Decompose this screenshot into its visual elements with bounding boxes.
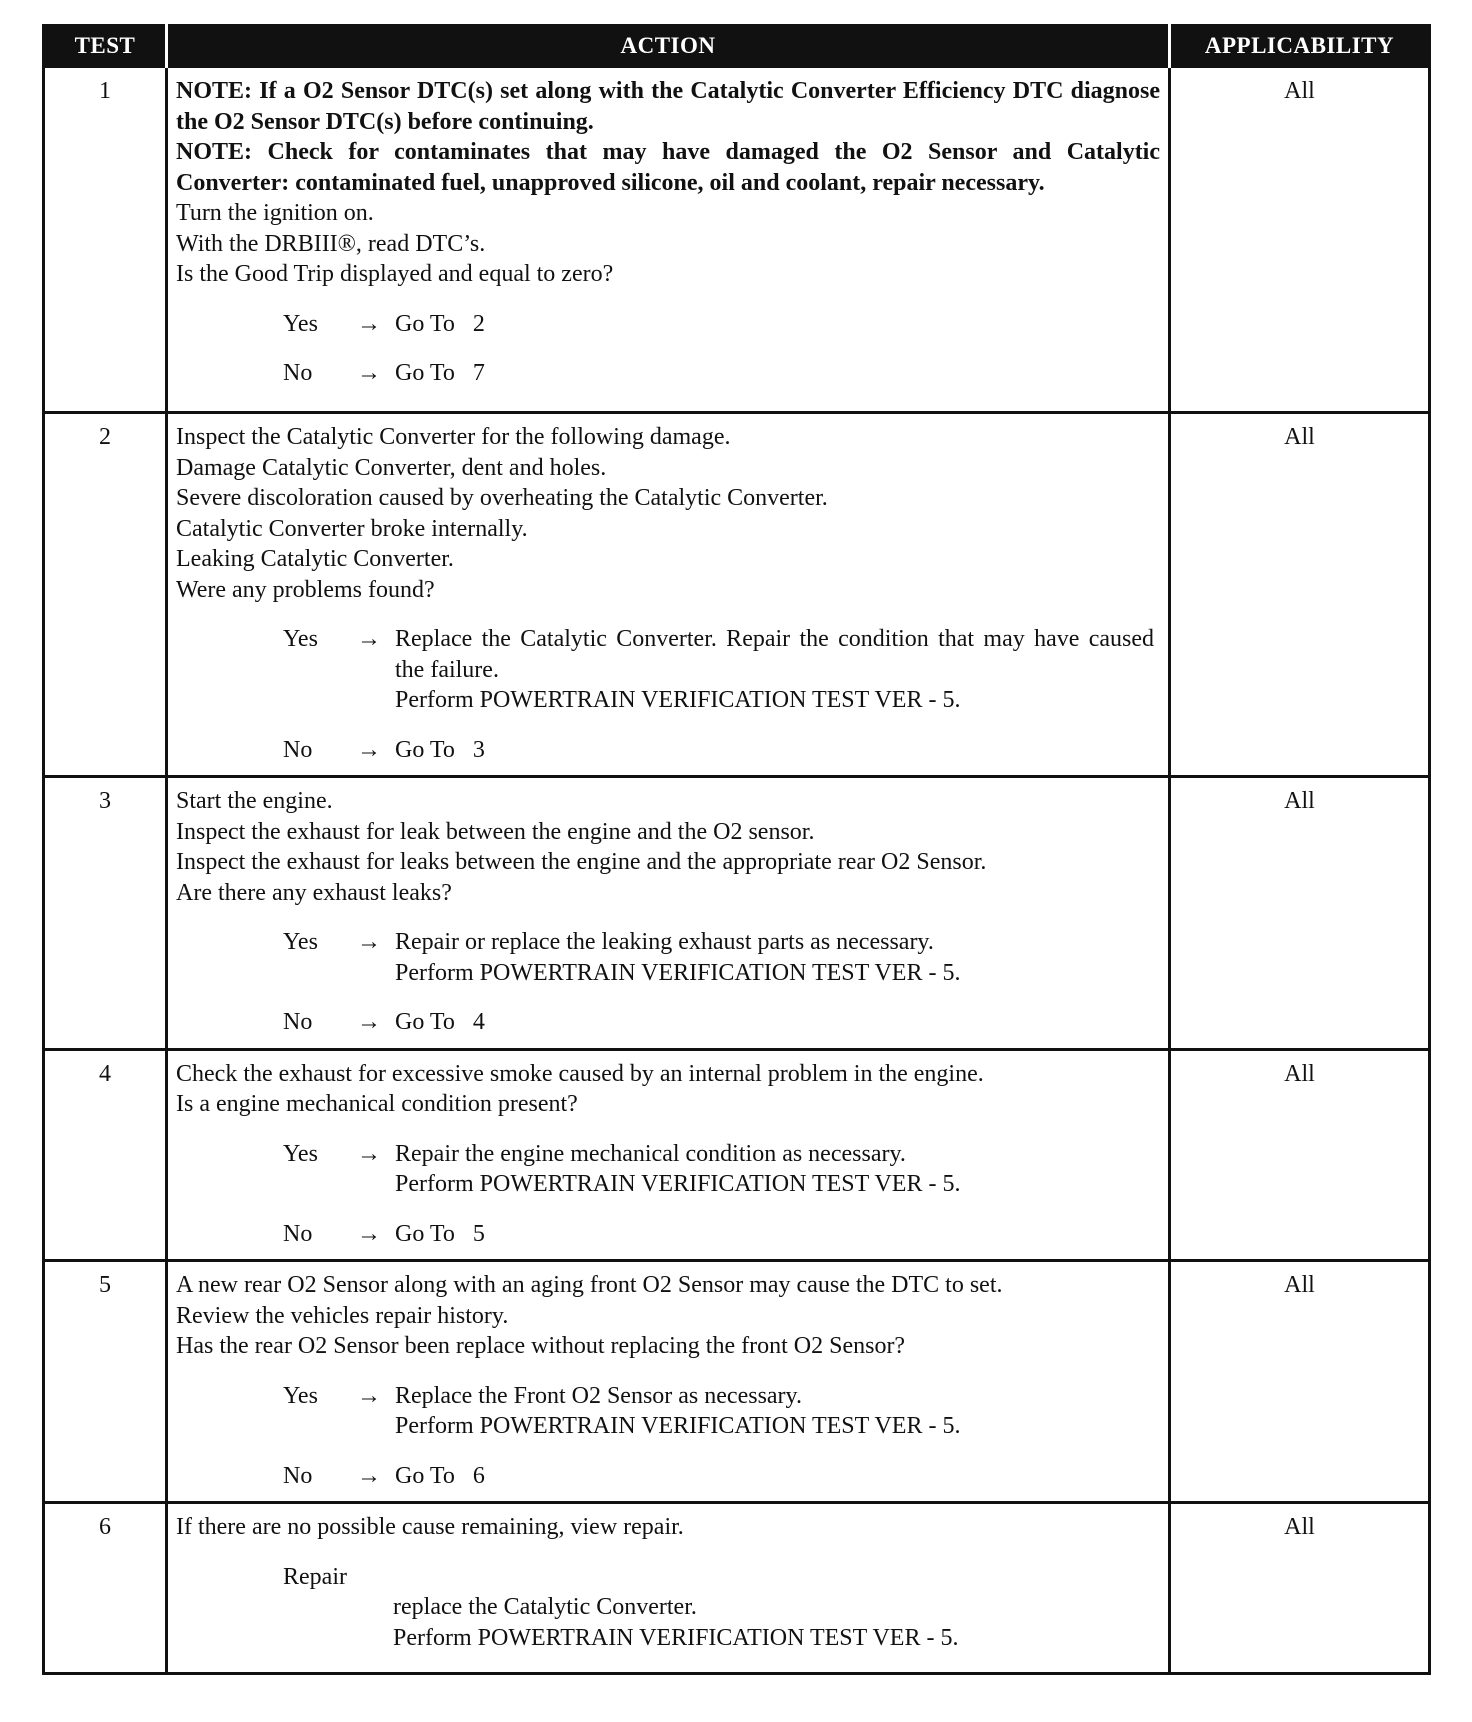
note-text: NOTE: Check for contaminates that may have damaged the O2 Sensor and Catalytic Converter: contaminated fuel, unapproved silicone, oil and coolant, repair necessary. [176,139,1160,196]
step-line: Are there any exhaust leaks? [176,879,452,906]
goto-target: 5 [472,1220,485,1247]
step-line: Review the vehicles repair history. [176,1302,509,1329]
repair-line: replace the Catalytic Converter. [393,1594,697,1620]
step-line: Damage Catalytic Converter, dent and holes. [176,454,607,481]
no-label: No [283,360,313,386]
no-branch [283,358,1160,389]
arrow-right-icon: → [357,1009,381,1035]
no-branch [283,1219,1160,1250]
no-label: No [283,736,313,763]
goto-target: 3 [472,736,485,763]
header-test: TEST [44,26,167,67]
applicability-cell: All [1170,1049,1430,1261]
header-applicability: APPLICABILITY [1170,26,1430,67]
step-line: Turn the ignition on. [176,200,374,226]
repair-label: Repair [283,1563,347,1590]
header-action: ACTION [167,26,1170,67]
action-cell [167,1503,1170,1674]
test-number: 5 [44,1261,167,1503]
goto-target: 4 [472,1009,485,1035]
action-cell [167,1049,1170,1261]
no-label: No [283,1009,313,1035]
branch-text [395,1139,1154,1200]
branch-text [395,1381,1154,1442]
step-line: Inspect the exhaust for leaks between the engine and the appropriate rear O2 Sensor. [176,849,987,875]
no-branch [283,735,1160,766]
arrow-right-icon: → [357,929,381,955]
table-row [44,777,1430,1050]
no-branch [283,1007,1160,1038]
applicability-cell: All [1170,1261,1430,1503]
step-line: Leaking Catalytic Converter. [176,546,454,572]
table-row [44,67,1430,413]
applicability-cell: All [1170,1503,1430,1674]
branch-line: Perform POWERTRAIN VERIFICATION TEST VER - 5. [395,1413,961,1439]
branch-line: Perform POWERTRAIN VERIFICATION TEST VER - 5. [395,959,961,986]
branch-line: Repair or replace the leaking exhaust parts as necessary. [395,929,934,955]
table-row [44,1049,1430,1261]
step-line: Check the exhaust for excessive smoke caused by an internal problem in the engine. [176,1060,984,1087]
note-text: NOTE: If a O2 Sensor DTC(s) set along with the Catalytic Converter Efficiency DTC diagnose the O2 Sensor DTC(s) before continuing. [176,78,1160,135]
goto-target: 7 [472,360,485,386]
arrow-right-icon: → [357,1220,381,1247]
table-header-row [44,26,1430,67]
step-line: With the DRBIII®, read DTC’s. [176,230,486,257]
branch-line: Replace the Front O2 Sensor as necessary. [395,1382,802,1409]
applicability-cell: All [1170,67,1430,413]
step-line: Inspect the Catalytic Converter for the following damage. [176,424,731,450]
yes-branch [283,309,1160,340]
no-branch [283,1461,1160,1492]
yes-label: Yes [283,929,318,955]
no-label: No [283,1462,313,1489]
branch-line: Perform POWERTRAIN VERIFICATION TEST VER - 5. [395,687,961,713]
branch-line: Repair the engine mechanical condition as necessary. [395,1140,906,1167]
goto-instruction [395,1219,1154,1250]
arrow-right-icon: → [357,310,381,337]
goto-label: Go To [395,1009,455,1035]
goto-label: Go To [395,310,455,337]
goto-instruction [395,358,1154,389]
arrow-right-icon: → [357,626,381,652]
arrow-right-icon: → [357,736,381,763]
arrow-right-icon: → [357,360,381,386]
test-number: 6 [44,1503,167,1674]
yes-branch [283,624,1160,716]
yes-label: Yes [283,626,318,652]
arrow-right-icon: → [357,1140,381,1167]
step-line: A new rear O2 Sensor along with an aging front O2 Sensor may cause the DTC to set. [176,1272,1003,1298]
applicability-cell: All [1170,413,1430,777]
step-line: If there are no possible cause remaining, view repair. [176,1514,684,1540]
yes-label: Yes [283,1140,318,1167]
diagnostic-test-table [42,24,1431,1675]
branch-text [395,927,1154,988]
branch-line: Replace the Catalytic Converter. Repair the condition that may have caused the failure. [395,626,1154,683]
test-number: 3 [44,777,167,1050]
test-number: 4 [44,1049,167,1261]
action-cell [167,1261,1170,1503]
goto-target: 2 [472,310,485,337]
goto-instruction [395,1461,1154,1492]
goto-label: Go To [395,1220,455,1247]
step-line: Were any problems found? [176,576,435,603]
applicability-cell: All [1170,777,1430,1050]
action-cell [167,67,1170,413]
step-line: Catalytic Converter broke internally. [176,515,528,542]
arrow-right-icon: → [357,1462,381,1489]
yes-label: Yes [283,1382,318,1409]
table-row [44,1503,1430,1674]
goto-target: 6 [472,1462,485,1489]
step-line: Inspect the exhaust for leak between the engine and the O2 sensor. [176,818,815,845]
branch-line: Perform POWERTRAIN VERIFICATION TEST VER - 5. [395,1171,961,1197]
yes-branch [283,927,1160,988]
table-row [44,1261,1430,1503]
repair-line: Perform POWERTRAIN VERIFICATION TEST VER - 5. [393,1624,959,1651]
branch-text [395,624,1154,716]
goto-label: Go To [395,736,455,763]
no-label: No [283,1220,313,1247]
yes-label: Yes [283,310,318,337]
goto-instruction [395,1007,1154,1038]
step-line: Start the engine. [176,788,333,814]
test-number: 2 [44,413,167,777]
goto-label: Go To [395,360,455,386]
goto-instruction [395,735,1154,766]
repair-block [283,1562,1160,1654]
step-line: Is the Good Trip displayed and equal to zero? [176,261,614,287]
goto-label: Go To [395,1462,455,1489]
test-number: 1 [44,67,167,413]
goto-instruction [395,309,1154,340]
action-cell [167,777,1170,1050]
step-line: Has the rear O2 Sensor been replace without replacing the front O2 Sensor? [176,1333,906,1359]
yes-branch [283,1381,1160,1442]
action-cell [167,413,1170,777]
table-row [44,413,1430,777]
step-line: Is a engine mechanical condition present? [176,1091,578,1117]
arrow-right-icon: → [357,1382,381,1409]
yes-branch [283,1139,1160,1200]
step-line: Severe discoloration caused by overheating the Catalytic Converter. [176,485,828,511]
